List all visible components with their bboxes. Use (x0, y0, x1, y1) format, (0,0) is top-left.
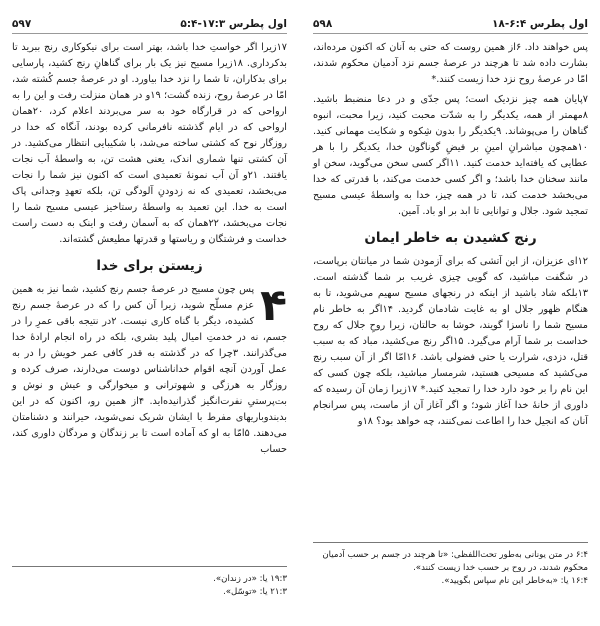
chapter-number: ۴ (260, 280, 287, 331)
right-paragraph-3: ۱۲ای عزیزان، از این آتشی که برای آزمودن شما در میانتان برپاست، در شگفت مباشید، که گویی چیزی غریب بر شما گذشته است. ۱۳بلکه شاد باشید از اینکه در رنجهای مسیح سهیم می‌شوید، تا به هنگام ظهور جلال او به غایت شادمان گردید. ۱۴اگر به خاطر نام مسیح شما را ناسزا گویند، خوشا به حالتان، زیرا روحِ جلال که روح خداست بر شما آرام می‌گیرد. ۱۵اگر رنج می‌کشید، مباد که به سبب قتل، دزدی، شرارت یا حتی فضولی باشد. ۱۶امّا اگر از آن سبب رنج می‌کشید که مسیحی هستید، شرمسار مباشید، بلکه چون کسی که این نام را بر خود دارد خدا را تمجید کنید.* ۱۷زیرا زمان آن رسیده که داوری از خانهٔ خدا آغاز شود؛ و اگر آغاز آن از ماست، پس سرانجام آنان که انجیل خدا را اطاعت نمی‌کنند، چه خواهد بود؟ ۱۸و (313, 256, 589, 427)
right-footnotes (313, 542, 588, 588)
right-page-header (313, 0, 588, 34)
right-page-number: ۵۹۸ (313, 18, 333, 30)
left-page-number: ۵۹۷ (12, 18, 32, 30)
right-section-heading: رنج کشیدن به خاطر ایمان (364, 230, 537, 246)
left-footnote-2: ۳:‏۲۱ یا: «توسّل». (223, 587, 287, 597)
left-page-body (12, 40, 287, 458)
left-page-header (12, 0, 287, 34)
left-footnotes (12, 566, 287, 599)
right-paragraph-1: پس خواهند داد. ۶از همین روست که حتی به آنان که اکنون مرده‌اند، بشارت داده شد تا هرچند در عرصهٔ جسم نزد آدمیان محکوم شدند، امّا در عرصهٔ روح نزد خدا زیست کنند.* (313, 42, 588, 85)
left-footnote-1: ۳:‏۱۹ یا: «در زندان». (213, 574, 287, 584)
right-page-body (313, 40, 588, 430)
left-header-title: اول پطرس ۳:‏۱۷-‏۴:‏۵ (180, 18, 287, 30)
right-header-title: اول پطرس ۴:‏۶-‏۱۸ (492, 18, 588, 30)
left-paragraph-1: ۱۷زیرا اگر خواستِ خدا باشد، بهتر است برای نیکوکاری رنج ببرید تا بدکرداری. ۱۸زیرا مسیح نیز یک بار برای گناهانِ رنج کشید، پارسایی برای بدکاران، تا شما را نزد خدا بیاورد. او در عرصهٔ جسم کُشته شد، امّا در عرصهٔ روح، زنده گشت؛ ۱۹و در همان منزلت رفت و این را به ارواحی که در قرارگاه خود به سر می‌بردند اعلام کرد، ۲۰همان ارواحی که در ایام گذشته نافرمانی کرده بودند، آنگاه که خدا در روزگار نوح که کشتی ساخته می‌شد، با شکیبایی انتظار می‌کشید. در آن کشتی تنها شماری اندک، یعنی هشت تن، به واسطهٔ آب نجات یافتند. ۲۱و آن آب نمونهٔ تعمیدی است که اکنون نیز شما را نجات می‌بخشد، تعمیدی که نه زدودنِ آلودگی تن، بلکه تعهدِ وجدانی پاک است به خدا. این تعمید به واسطهٔ رستاخیز عیسی مسیح شما را نجات می‌بخشد، ۲۲همان که به آسمان رفت و اینک به دست راست خداست و فرشتگان و ریاستها و قدرتها مطیعش گشته‌اند. (12, 42, 288, 245)
left-page (12, 0, 287, 626)
right-footnote-2: ۴:‏۱۶ یا: «به‌خاطر این نام سپاس بگویید». (441, 576, 588, 586)
left-section-heading: زیستن برای خدا (96, 258, 203, 274)
right-paragraph-2: ۷پایان همه چیز نزدیک است؛ پس جدّی و در دعا منضبط باشید. ۸مهمتر از همه، یکدیگر را به شدّت محبت کنید، زیرا محبت، انبوه گناهان را می‌پوشاند. ۹یکدیگر را بدون شِکوه و شکایت مهمانی کنید. ۱۰همچون مباشرانِ امینِ بر فیضِ گوناگون خدا، یکدیگر را با هر عطایی که یافته‌اید خدمت کنید. ۱۱اگر کسی سخن می‌گوید، سخن او مانند سخنان خدا باشد؛ و اگر کسی خدمت می‌کند، با قدرتی که خدا می‌بخشد خدمت کند، تا در همه چیز، خدا به واسطهٔ عیسی مسیح تمجید شود. جلال و توانایی تا ابد بر او باد. آمین. (313, 94, 588, 217)
right-page (313, 0, 588, 626)
right-footnote-1: ۴:‏۶ در متن یونانی به‌طور تحت‌اللفظی: «تا هرچند در جسم بر حسب آدمیان محکوم شدند، در روح بر حسب خدا زیست کنند». (322, 550, 588, 573)
left-paragraph-2: پس چون مسیح در عرصهٔ جسم رنج کشید، شما نیز به همین عزم مسلّح شوید، زیرا آن کس را که در عرصهٔ جسم رنج کشیده، دیگر با گناه کاری نیست. ۲در نتیجه باقی عمرِ را در جسم، نه در خدمتِ امیال پلید بشری، بلکه در راه انجام ارادهٔ خدا می‌گذرانند. ۳چرا که در گذشته به قدر کافی عمر خویش را در به عمل آوردن آنچه اقوام خداناشناس دوست می‌دارند، صرف کرده و روزگار به هرزگی و شهوترانی و میخوارگی و عیش و نوش و بت‌پرستیِ نفرت‌انگیز گذرانیده‌اید. ۴از همین رو، اکنون که در این بدبندوباریهای مفرط با ایشان شریک نمی‌شوید، حیرانند و دشنامتان می‌دهند. ۵امّا به او که آماده است تا بر زندگان و مردگان داوری کند، حساب (12, 284, 288, 455)
